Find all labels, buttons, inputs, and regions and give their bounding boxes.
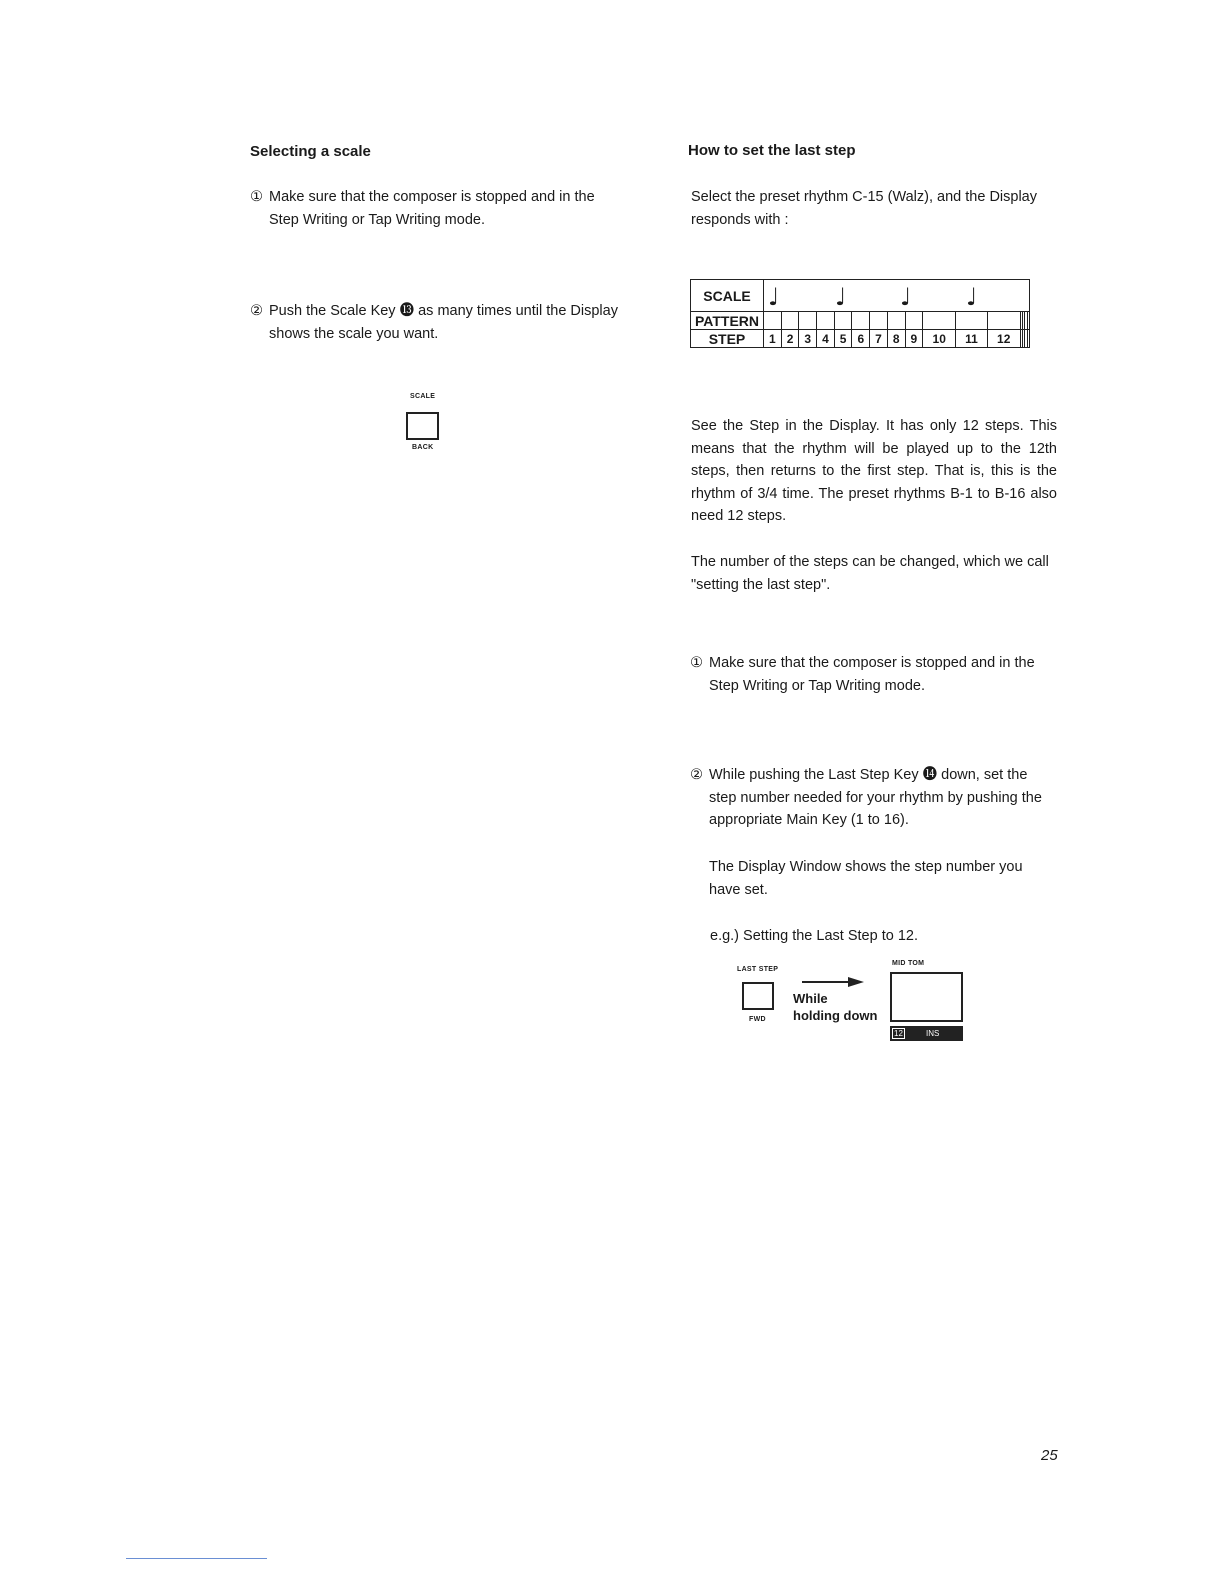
step-text: While pushing the Last Step Key ⓮ down, set the step number needed for your rhythm by pushing the appropriate Main Key (1 to 16). <box>709 767 1042 828</box>
while-line-2: holding down <box>793 1008 878 1023</box>
while-holding-text <box>793 990 877 1024</box>
scale-row-label: SCALE <box>691 280 764 312</box>
pattern-cell <box>817 312 835 330</box>
right-step-2 <box>690 764 1056 832</box>
step-text: Make sure that the composer is stopped and in the Step Writing or Tap Writing mode. <box>269 189 595 228</box>
right-paragraph-1: See the Step in the Display. It has only 12 steps. This means that the rhythm will be played up to the 12th steps, then returns to the first step. That is, this is the rhythm of 3/4 time. The preset rhythms B-1 to B-16 also need 12 steps. <box>691 418 1057 524</box>
step-row-label: STEP <box>691 330 764 348</box>
step-number: ① <box>250 189 263 205</box>
left-step-1 <box>250 186 622 231</box>
right-paragraph-2: The number of the steps can be changed, which we call "setting the last step". <box>691 554 1049 593</box>
quarter-note-icon: ♩ <box>966 282 978 311</box>
last-step-key-label: LAST STEP <box>737 966 779 973</box>
back-key-label: BACK <box>412 444 434 451</box>
scale-key-label: SCALE <box>410 393 436 400</box>
left-step-2 <box>250 300 622 345</box>
step-number: ① <box>690 655 703 671</box>
step-cell: 4 <box>817 330 835 348</box>
step-cell: 8 <box>887 330 905 348</box>
step-cell: 7 <box>870 330 888 348</box>
fwd-key-label: FWD <box>749 1016 766 1023</box>
pattern-cell <box>834 312 852 330</box>
step-cell: 1 <box>764 330 782 348</box>
arrow-right-icon <box>800 976 866 988</box>
step-cell: 11 <box>956 330 987 348</box>
step-cell: 10 <box>923 330 956 348</box>
quarter-note-icon: ♩ <box>900 282 912 311</box>
pattern-cell <box>870 312 888 330</box>
step-cell: 5 <box>834 330 852 348</box>
quarter-note-icon: ♩ <box>768 282 780 311</box>
step-number: ② <box>690 767 703 783</box>
step-cell: 2 <box>781 330 799 348</box>
scale-notes-cell <box>764 280 1030 312</box>
pattern-cell <box>1027 312 1029 330</box>
pattern-cell <box>987 312 1020 330</box>
pattern-cell <box>923 312 956 330</box>
step-text: Make sure that the composer is stopped and in the Step Writing or Tap Writing mode. <box>709 655 1035 694</box>
pattern-cell <box>905 312 923 330</box>
step-cell: 3 <box>799 330 817 348</box>
scale-key[interactable] <box>406 412 439 440</box>
quarter-note-icon: ♩ <box>835 282 847 311</box>
step-cell: 12 <box>987 330 1020 348</box>
example-caption: e.g.) Setting the Last Step to 12. <box>710 928 918 944</box>
mid-tom-key[interactable] <box>890 972 963 1022</box>
step-indicator-bar <box>890 1026 963 1041</box>
pattern-cell <box>781 312 799 330</box>
pattern-cell <box>887 312 905 330</box>
step-text: Push the Scale Key ⓭ as many times until the Display shows the scale you want. <box>269 303 618 342</box>
step-badge: 12 <box>894 1029 903 1038</box>
ins-label: INS <box>926 1029 940 1038</box>
pattern-cell <box>799 312 817 330</box>
right-step-1 <box>690 652 1056 697</box>
step-cell <box>1027 330 1029 348</box>
step-cell: 9 <box>905 330 923 348</box>
left-heading: Selecting a scale <box>250 143 371 160</box>
last-step-key[interactable] <box>742 982 774 1010</box>
pattern-cell <box>956 312 987 330</box>
page-number: 25 <box>1041 1447 1058 1464</box>
right-intro: Select the preset rhythm C-15 (Walz), and the Display responds with : <box>691 189 1037 228</box>
pattern-row-label: PATTERN <box>691 312 764 330</box>
step-cell: 6 <box>852 330 870 348</box>
right-heading: How to set the last step <box>688 142 856 159</box>
display-window <box>690 279 1030 348</box>
footer-rule <box>126 1558 267 1559</box>
pattern-cell <box>764 312 782 330</box>
step-number: ② <box>250 303 263 319</box>
pattern-cell <box>852 312 870 330</box>
mid-tom-label: MID TOM <box>892 960 925 967</box>
right-step-2-note: The Display Window shows the step number you have set. <box>709 859 1023 898</box>
while-line-1: While <box>793 991 828 1006</box>
